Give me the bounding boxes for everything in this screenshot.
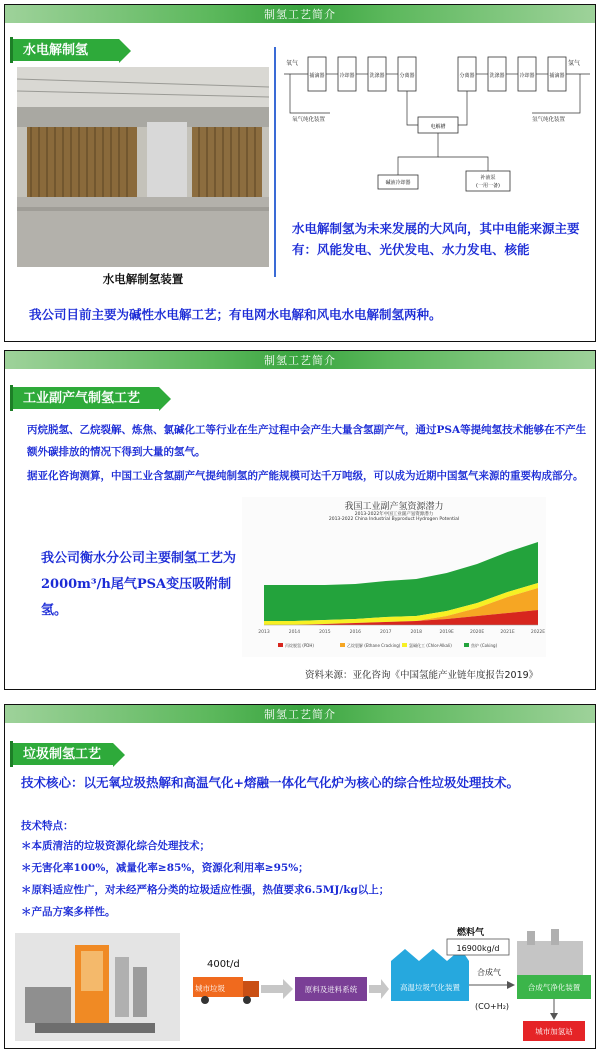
x-tick-label: 2013 <box>258 630 270 635</box>
feature-item: ＊无害化率100%，减量化率≥85%，资源化利用率≥95%； <box>21 862 309 874</box>
chart-subtitle-en: 2013-2022 China Industrial Byproduct Hydrogen Potential <box>328 517 460 522</box>
electrolysis-flow-diagram <box>280 47 592 197</box>
slide-header-title: 制氢工艺简介 <box>264 708 336 721</box>
legend-label: 氯碱化工 (Chlor-Alkali) <box>409 643 452 648</box>
legend-swatch <box>340 643 345 647</box>
features-title: 技术特点： <box>21 820 74 832</box>
flow-box-2: 冷却器 <box>339 73 355 79</box>
hydrogen-label: 氢气 <box>568 60 581 67</box>
flow-box-7: 冷却器 <box>519 73 535 79</box>
feed-system-label: 原料及进料系统 <box>304 985 358 994</box>
flow-box-1: 捕滴器 <box>309 73 325 79</box>
legend-label: 乙烷裂解 (Ethane Cracking) <box>347 643 401 648</box>
electrolyzer-photo <box>17 67 269 267</box>
capacity-paragraph: 据亚化咨询测算，中国工业含氢副产气提纯制氢的产能规模可达千万吨级，可以成为近期中国氢气来源的重要构成部分。 <box>27 470 584 482</box>
area-chart-svg <box>242 497 546 657</box>
electrolyzer-box: 电解槽 <box>430 124 446 130</box>
x-tick-label: 2014 <box>288 630 301 635</box>
x-tick-label: 2017 <box>380 630 392 635</box>
section-title: 水电解制氢 <box>13 37 119 61</box>
slide-byproduct-hydrogen <box>4 350 596 690</box>
photo-caption: 水电解制氢装置 <box>102 272 184 286</box>
chart-subtitle: 2013-2022年中国工业副产氢资源潜力 <box>354 512 434 517</box>
flow-box-8: 捕滴器 <box>549 73 565 79</box>
city-waste-label: 城市垃圾 <box>195 984 225 993</box>
x-tick-label: 2019E <box>439 630 454 635</box>
station-label: 城市加氢站 <box>535 1027 573 1036</box>
syngas-label: 合成气 <box>477 968 501 977</box>
waste-process-diagram <box>15 927 595 1045</box>
slide-header-bar <box>5 705 595 723</box>
purify-label: 合成气净化装置 <box>527 983 581 992</box>
slide-water-electrolysis <box>4 4 596 342</box>
slide-waste-hydrogen <box>4 704 596 1049</box>
slide-header-title: 制氢工艺简介 <box>264 8 336 21</box>
legend-label: 丙烷脱氢 (PDH) <box>285 643 314 648</box>
legend-swatch <box>278 643 283 647</box>
x-tick-label: 2015 <box>319 630 331 635</box>
syngas-formula: (CO+H₂) <box>475 1002 510 1011</box>
legend-swatch <box>464 643 469 647</box>
flow-box-6: 洗涤器 <box>489 73 505 79</box>
x-tick-label: 2016 <box>349 630 362 635</box>
alkali-cooler-box: 碱液冷却器 <box>385 180 411 186</box>
feed-pump-box: 补液泵 <box>480 175 496 181</box>
fuel-gas-label: 燃料气 <box>457 928 485 938</box>
flow-box-3: 洗涤器 <box>369 73 385 79</box>
gasifier-label: 高温垃圾气化装置 <box>400 983 460 992</box>
intro-paragraph: 丙烷脱氢、乙烷裂解、炼焦、氯碱化工等行业在生产过程中会产生大量含氢副产气，通过PSA等提纯氢技术能够在不产生额外碳排放的情况下得到大量的氢气。 <box>27 424 587 458</box>
source-note: 资料来源：亚化咨询《中国氢能产业链年度报告2019》 <box>305 670 539 681</box>
slide-header-bar <box>5 351 595 369</box>
divider-line <box>274 47 276 277</box>
feed-pump-sub: (一用一备) <box>476 183 500 189</box>
feature-item: ＊产品方案多样性。 <box>21 906 116 918</box>
legend-swatch <box>402 643 407 647</box>
slide-header-bar <box>5 5 595 23</box>
feature-item: ＊原料适应性广，对未经严格分类的垃圾适应性强，热值要求6.5MJ/kg以上； <box>21 884 390 896</box>
x-tick-label: 2021E <box>500 630 515 635</box>
flow-box-5: 分离器 <box>459 73 475 79</box>
legend-label: 焦炉 (Coking) <box>471 643 498 648</box>
chart-title: 我国工业副产氢资源潜力 <box>344 502 444 512</box>
feature-item: ＊本质清洁的垃圾资源化综合处理技术； <box>21 840 210 852</box>
byproduct-chart <box>242 497 546 657</box>
technology-core: 技术核心：以无氧垃圾热解和高温气化+熔融一体化气化炉为核心的综合性垃圾处理技术。 <box>21 775 519 790</box>
x-tick-label: 2020E <box>469 630 485 635</box>
company-process-text: 我公司目前主要为碱性水电解工艺；有电网水电解和风电水电解制氢两种。 <box>29 307 442 322</box>
x-tick-label: 2018 <box>410 630 422 635</box>
slide-header-title: 制氢工艺简介 <box>264 354 336 367</box>
oxygen-purify-label: 氧气纯化装置 <box>292 117 326 123</box>
flow-box-4: 分离器 <box>399 73 415 79</box>
x-tick-label: 2022E <box>530 630 546 635</box>
section-title: 工业副产气制氢工艺 <box>13 385 159 409</box>
feed-rate-label: 400t/d <box>207 959 240 970</box>
hengshui-text: 我公司衡水分公司主要制氢工艺为2000m³/h尾气PSA变压吸附制氢。 <box>41 551 237 618</box>
oxygen-label: 氧气 <box>286 60 299 67</box>
fuel-rate-label: 16900kg/d <box>456 944 500 953</box>
energy-source-text: 水电解制氢为未来发展的大风向，其中电能来源主要有：风能发电、光伏发电、水力发电、核能 <box>292 221 580 257</box>
section-title: 垃圾制氢工艺 <box>13 741 113 765</box>
hydrogen-purify-label: 氢气纯化装置 <box>532 117 566 123</box>
